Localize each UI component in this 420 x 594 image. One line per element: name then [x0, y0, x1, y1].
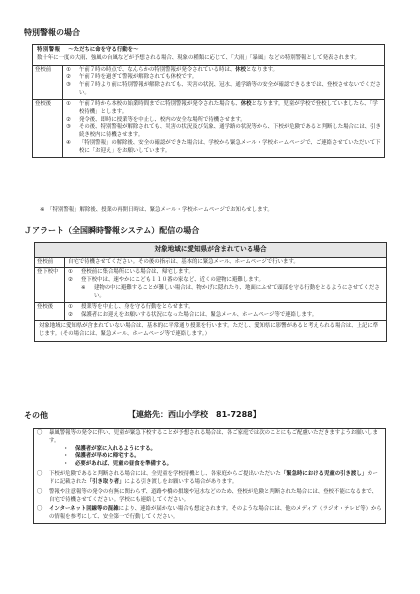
item-number: ① [68, 269, 73, 276]
other-item [34, 488, 385, 506]
section-heading-j-alert: Ｊアラート（全国瞬時警報システム）配信の場合 [24, 226, 200, 235]
dot-bullet-icon: ・ [63, 453, 69, 460]
row-content [65, 268, 386, 301]
row-label: 登校後 [33, 100, 63, 157]
item-text [79, 101, 381, 117]
row-label: 登校後 [35, 303, 65, 321]
j-alert-box-title: 対象地域に愛知県が含まれている場合 [35, 243, 386, 258]
special-warning-box-header [33, 45, 384, 55]
other-item-emphasis: インターネット回線等の混雑 [49, 506, 119, 513]
row-label: 登校前 [35, 258, 65, 268]
contact-info: 【連絡先：西山小学校 81-7288】 [128, 410, 261, 419]
item-text-part: 午前７時から本校の始業時間までに特別警報が発令された場合も、 [79, 100, 241, 107]
item-number: ① [66, 100, 71, 107]
other-item [34, 429, 385, 470]
circle-bullet-icon: 〇 [37, 471, 43, 478]
dot-bullet-icon: ・ [63, 461, 69, 468]
other-item-emphasis: 「引き取り者」 [86, 478, 125, 485]
other-item-text [49, 506, 382, 522]
j-alert-row-after-school [35, 302, 386, 321]
j-alert-footer: 対象地域に愛知県が含まれていない場合は、基本的に平常通り授業を行います。ただし、愛知県に影響があると考えられる場合は、上記に準じます。（その場合には、緊急メール、ホームページ等で連絡します。） [35, 320, 386, 341]
section-heading-special-warning: 特別警報の場合 [24, 28, 80, 37]
row-label: 登下校中 [35, 268, 65, 301]
special-warning-row-before-school [33, 65, 384, 99]
row-content [65, 258, 386, 268]
special-warning-box-subtitle: ～ただちに命を守る行動を～ [68, 47, 139, 53]
item-number: ※ [81, 285, 86, 292]
list-item [66, 101, 381, 117]
other-item-text [49, 471, 382, 487]
other-item [34, 470, 385, 488]
item-number: ① [68, 303, 73, 310]
item-number: ② [68, 311, 73, 318]
other-box [33, 428, 386, 524]
special-warning-note: ※ 「特別警報」解除後、授業の再開日時は、緊急メール・学校ホームページでお知らせします。 [40, 207, 273, 213]
bullet-text: 必要があれば、児童の昼食を準備する。 [75, 461, 173, 468]
item-text: 建物の中に避難することが難しい場合は、物かげに隠れたり、地面にふせて頭部を守る行動をとるようにさせてください。 [94, 285, 380, 299]
row-content [63, 100, 384, 157]
item-text: 午前７時を過ぎて警報が解除されても休校です。 [79, 74, 198, 81]
item-text-part: となります。 [246, 66, 278, 73]
list-item [66, 124, 381, 140]
list-item-note [68, 285, 383, 301]
list-item [68, 312, 383, 320]
item-text: 登下校中は、速やかにこども１１０番の家など、近くの建物に避難します。 [81, 277, 264, 284]
circle-bullet-icon: 〇 [37, 506, 43, 513]
item-number: ② [68, 277, 73, 284]
item-text: 授業等を中止し、身を守る行動をとらせます。 [81, 303, 194, 310]
item-text-emphasis: 休校 [235, 66, 247, 73]
other-item-body [49, 430, 382, 469]
row-content [65, 303, 386, 321]
special-warning-row-after-school [33, 99, 384, 157]
other-item-emphasis: 「緊急時における児童の引き渡し」 [280, 471, 368, 478]
item-number: ④ [66, 140, 71, 147]
list-item [68, 259, 383, 267]
item-number: ② [66, 116, 71, 123]
list-item [68, 304, 383, 312]
item-text: 午前７時より前に特別警報が解除されても、災害の状況、冠水、通学路等の安全が確認できるまでは、登校させないでください。 [79, 82, 381, 97]
row-content [63, 66, 384, 99]
item-number: ③ [66, 124, 71, 131]
bullet-text: 保護者が家に入れるようにする。 [75, 445, 156, 452]
special-warning-box [32, 44, 385, 158]
item-text-part: となります。児童が学校で登校していましたら、「学校待機」とします。 [79, 100, 378, 115]
j-alert-row-commuting [35, 267, 386, 301]
item-text: その後、特別警報が解除されても、災害の状況及び気象、通学路の状況等から、下校が危険であると判断した場合には、引き続き校内に待機させます。 [79, 124, 381, 139]
other-item [34, 505, 385, 523]
special-warning-box-title: 特別警報 [37, 47, 61, 53]
other-item-text: 警報や注意報等の発令の有無に関わらず、道路や橋の損壊や冠水などのため、登校が危険と判断された場合には、登校不能になるまで、自宅で待機させてください。学校にも連絡してください。 [49, 488, 378, 503]
j-alert-box [34, 242, 387, 342]
item-text-emphasis: 休校 [240, 100, 252, 107]
item-number: ① [66, 66, 71, 73]
item-text: 登校前に集合場所にいる場合は、帰宅します。 [81, 269, 194, 276]
list-item [66, 140, 381, 156]
item-number: ② [66, 74, 71, 81]
other-item-text-part: カードに記載された [49, 471, 378, 485]
item-text: 「特別警報」の解除後、安全の確認ができた場合は、学校から緊急メール・学校ホームページで、ご連絡させていただいて下校に「お迎え」をお願いしています。 [79, 140, 381, 154]
special-warning-intro: 数十年に一度の大雨、強風の台風などが予想される場合、現象の種類に応じて、「大雨」「暴風」などの特別警報として発表されます。 [37, 54, 360, 61]
item-text-part: 午前７時の時点で、なんらかの特別警報が発令されている時は、 [79, 66, 236, 73]
bullet-text: 保護者が早めに帰宅する。 [75, 453, 140, 460]
list-item [66, 82, 381, 98]
item-number: ③ [66, 82, 71, 89]
section-heading-other: その他 [24, 411, 48, 420]
list-item [68, 277, 383, 285]
other-item-text-part: 下校が危険であると判断される場合には、全児童を学校待機とし、各家庭からご提出いただいた [49, 471, 281, 478]
item-text: 自宅で待機させてください。その後の指示は、基本的に緊急メール、ホームページで行います。 [68, 258, 299, 265]
item-text: 保護者にお迎えをお願いする状況になった場合には、緊急メール、ホームページ等で連絡します。 [81, 311, 318, 318]
other-item-text-part: による引き渡しをお願いする場合があります。 [124, 478, 238, 485]
item-text: 発令後、即時に授業等を中止し、校内の安全な場所で待機させます。 [79, 116, 246, 123]
other-item-text-part: により、連絡が届かない場合も想定されます。そのような場合には、他のメディア（ラジオ・テレビ等）からの情報を参考にして、安全第一で行動してください。 [49, 506, 382, 521]
circle-bullet-icon: 〇 [37, 488, 43, 495]
dot-bullet-icon: ・ [63, 445, 69, 452]
circle-bullet-icon: 〇 [37, 430, 43, 436]
bullet-item [49, 461, 382, 469]
j-alert-row-before-school [35, 258, 386, 268]
other-item-text: 暴風警報等の発令に伴い、児童が緊急下校することが予想される場合は、各ご家庭では次のことにもご配慮いただきますようお願いします。 [49, 430, 378, 444]
row-label: 登校前 [33, 66, 63, 99]
